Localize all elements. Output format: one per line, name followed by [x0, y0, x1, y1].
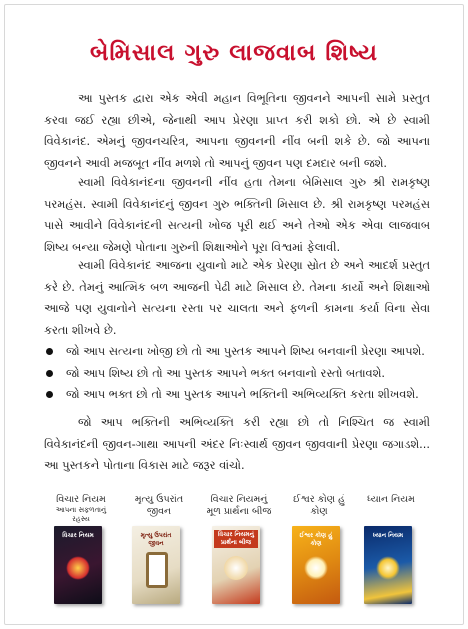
light-icon [304, 556, 328, 580]
book-cover[interactable] [292, 526, 340, 604]
window-icon [146, 552, 168, 588]
bullet-icon [46, 391, 53, 398]
book-caption [204, 494, 274, 522]
book-item[interactable] [204, 494, 274, 612]
book-cover[interactable] [364, 526, 412, 604]
bullet-list [44, 341, 444, 406]
book-title: વિચાર નિયમનું મૂળ પ્રાર્થના બીજ [206, 494, 272, 517]
book-title: મૃત્યુ ઉપરાંત જીવન [134, 494, 184, 517]
bullet-item [44, 341, 444, 363]
book-title: વિચાર નિયમ [56, 494, 106, 505]
related-books [46, 494, 426, 614]
bullet-text: જો આપ ભક્ત છો તો આ પુસ્તક આપને ભક્તિની અભિવ્યક્તિ કરતા શીખવશે. [66, 387, 419, 401]
paragraph-guru: સ્વામી વિવેકાનંદના જીવનની નીંવ હતા તેમના બેમિસાલ ગુરુ શ્રી રામકૃષ્ણ પરમહંસ. સ્વામી વિવેકાનંદનું જીવન ગુરુ ભક્તિની મિસાલ છે. શ્રી રામકૃષ્ણ પરમહંસ પાસે આવીને વિવેકાનંદની સત્યની ખોજ પૂરી થઈ અને તેઓ એક એવા લાજવાબ શિષ્ય બન્યા જેમણે પોતાના ગુરુની શિક્ષાઓને પૂરા વિશ્વમાં ફેલાવી. [44, 175, 430, 254]
bullet-text: જો આપ શિષ્ય છો તો આ પુસ્તક આપને ભક્ત બનવાનો રસ્તો બતાવશે. [66, 365, 386, 380]
book-caption [46, 494, 116, 522]
book-title: ધ્યાન નિયમ [367, 494, 415, 505]
book-subtitle: આપના સફળતાનું રહસ્ય [55, 506, 107, 523]
paragraph-youth: સ્વામી વિવેકાનંદ આજના યુવાનો માટે એક પ્રેરણા સ્રોત છે અને આદર્શ પ્રસ્તુત કરે છે. તેમનું આત્મિક બળ આજની પેઢી માટે મિસાલ છે. તેમના કાર્યો અને શિક્ષાઓ આજે પણ યુવાનોને સત્યના રસ્તા પર ચાલતા અને ફળની કામના કર્યા વિના સેવા કરતા શીખવે છે. [44, 258, 430, 337]
book-caption [124, 494, 194, 522]
book-item[interactable] [284, 494, 354, 612]
book-title: ઈશ્વર કોણ હું કોણ [293, 494, 345, 517]
bullet-text: જો આપ સત્યના ખોજી છો તો આ પુસ્તક આપને શિષ્ય બનવાની પ્રેરણા આપશે. [66, 344, 425, 358]
cover-title: મૃત્યુ ઉપરાંત જીવન [140, 532, 172, 547]
book-item[interactable] [46, 494, 116, 612]
bullet-item [44, 363, 444, 385]
cover-title: વિચાર નિયમનું પ્રાર્થના બીજ [214, 530, 258, 548]
hands-icon [224, 556, 248, 580]
book-caption [356, 494, 426, 522]
cover-title: ઈશ્વર કોણ હું કોણ [299, 532, 333, 547]
bullet-icon [46, 348, 53, 355]
bullet-icon [46, 370, 53, 377]
page-title: બેમિસાલ ગુરુ લાજવાબ શિષ્ય [89, 40, 379, 66]
book-cover[interactable] [212, 526, 260, 604]
cover-title: વિચાર નિયમ [62, 532, 94, 539]
bullet-item [44, 384, 444, 406]
book-cover[interactable] [54, 526, 102, 604]
meditation-icon [376, 556, 400, 580]
paragraph-closing: જો આપ ભક્તિની અભિવ્યક્તિ કરી રહ્યા છો તો નિશ્ચિત જ સ્વામી વિવેકાનંદની જીવન-ગાથા આપની અંદર નિઃસ્વાર્થ જીવન જીવવાની પ્રેરણા જગાડશે... આ પુસ્તકને પોતાના વિકાસ માટે જરૂર વાંચો. [44, 415, 430, 472]
cover-title: ધ્યાન નિયમ [372, 532, 404, 539]
book-caption [284, 494, 354, 522]
book-cover[interactable] [132, 526, 180, 604]
paragraph-intro: આ પુસ્તક દ્વારા એક એવી મહાન વિભૂતિના જીવનને આપની સામે પ્રસ્તુત કરવા જઈ રહ્યા છીએ, જેનાથી આપ પ્રેરણા પ્રાપ્ત કરી શકો છો. એ છે સ્વામી વિવેકાનંદ. એમનું જીવનચરિત્ર, આપના જીવનની નીંવ બની શકે છે. જો આપના જીવનને આવી મજબૂત નીંવ મળશે તો આપનું જીવન પણ દમદાર બની જશે. [44, 91, 430, 170]
book-item[interactable] [356, 494, 426, 612]
sunburst-icon [66, 556, 90, 580]
book-item[interactable] [124, 494, 194, 612]
